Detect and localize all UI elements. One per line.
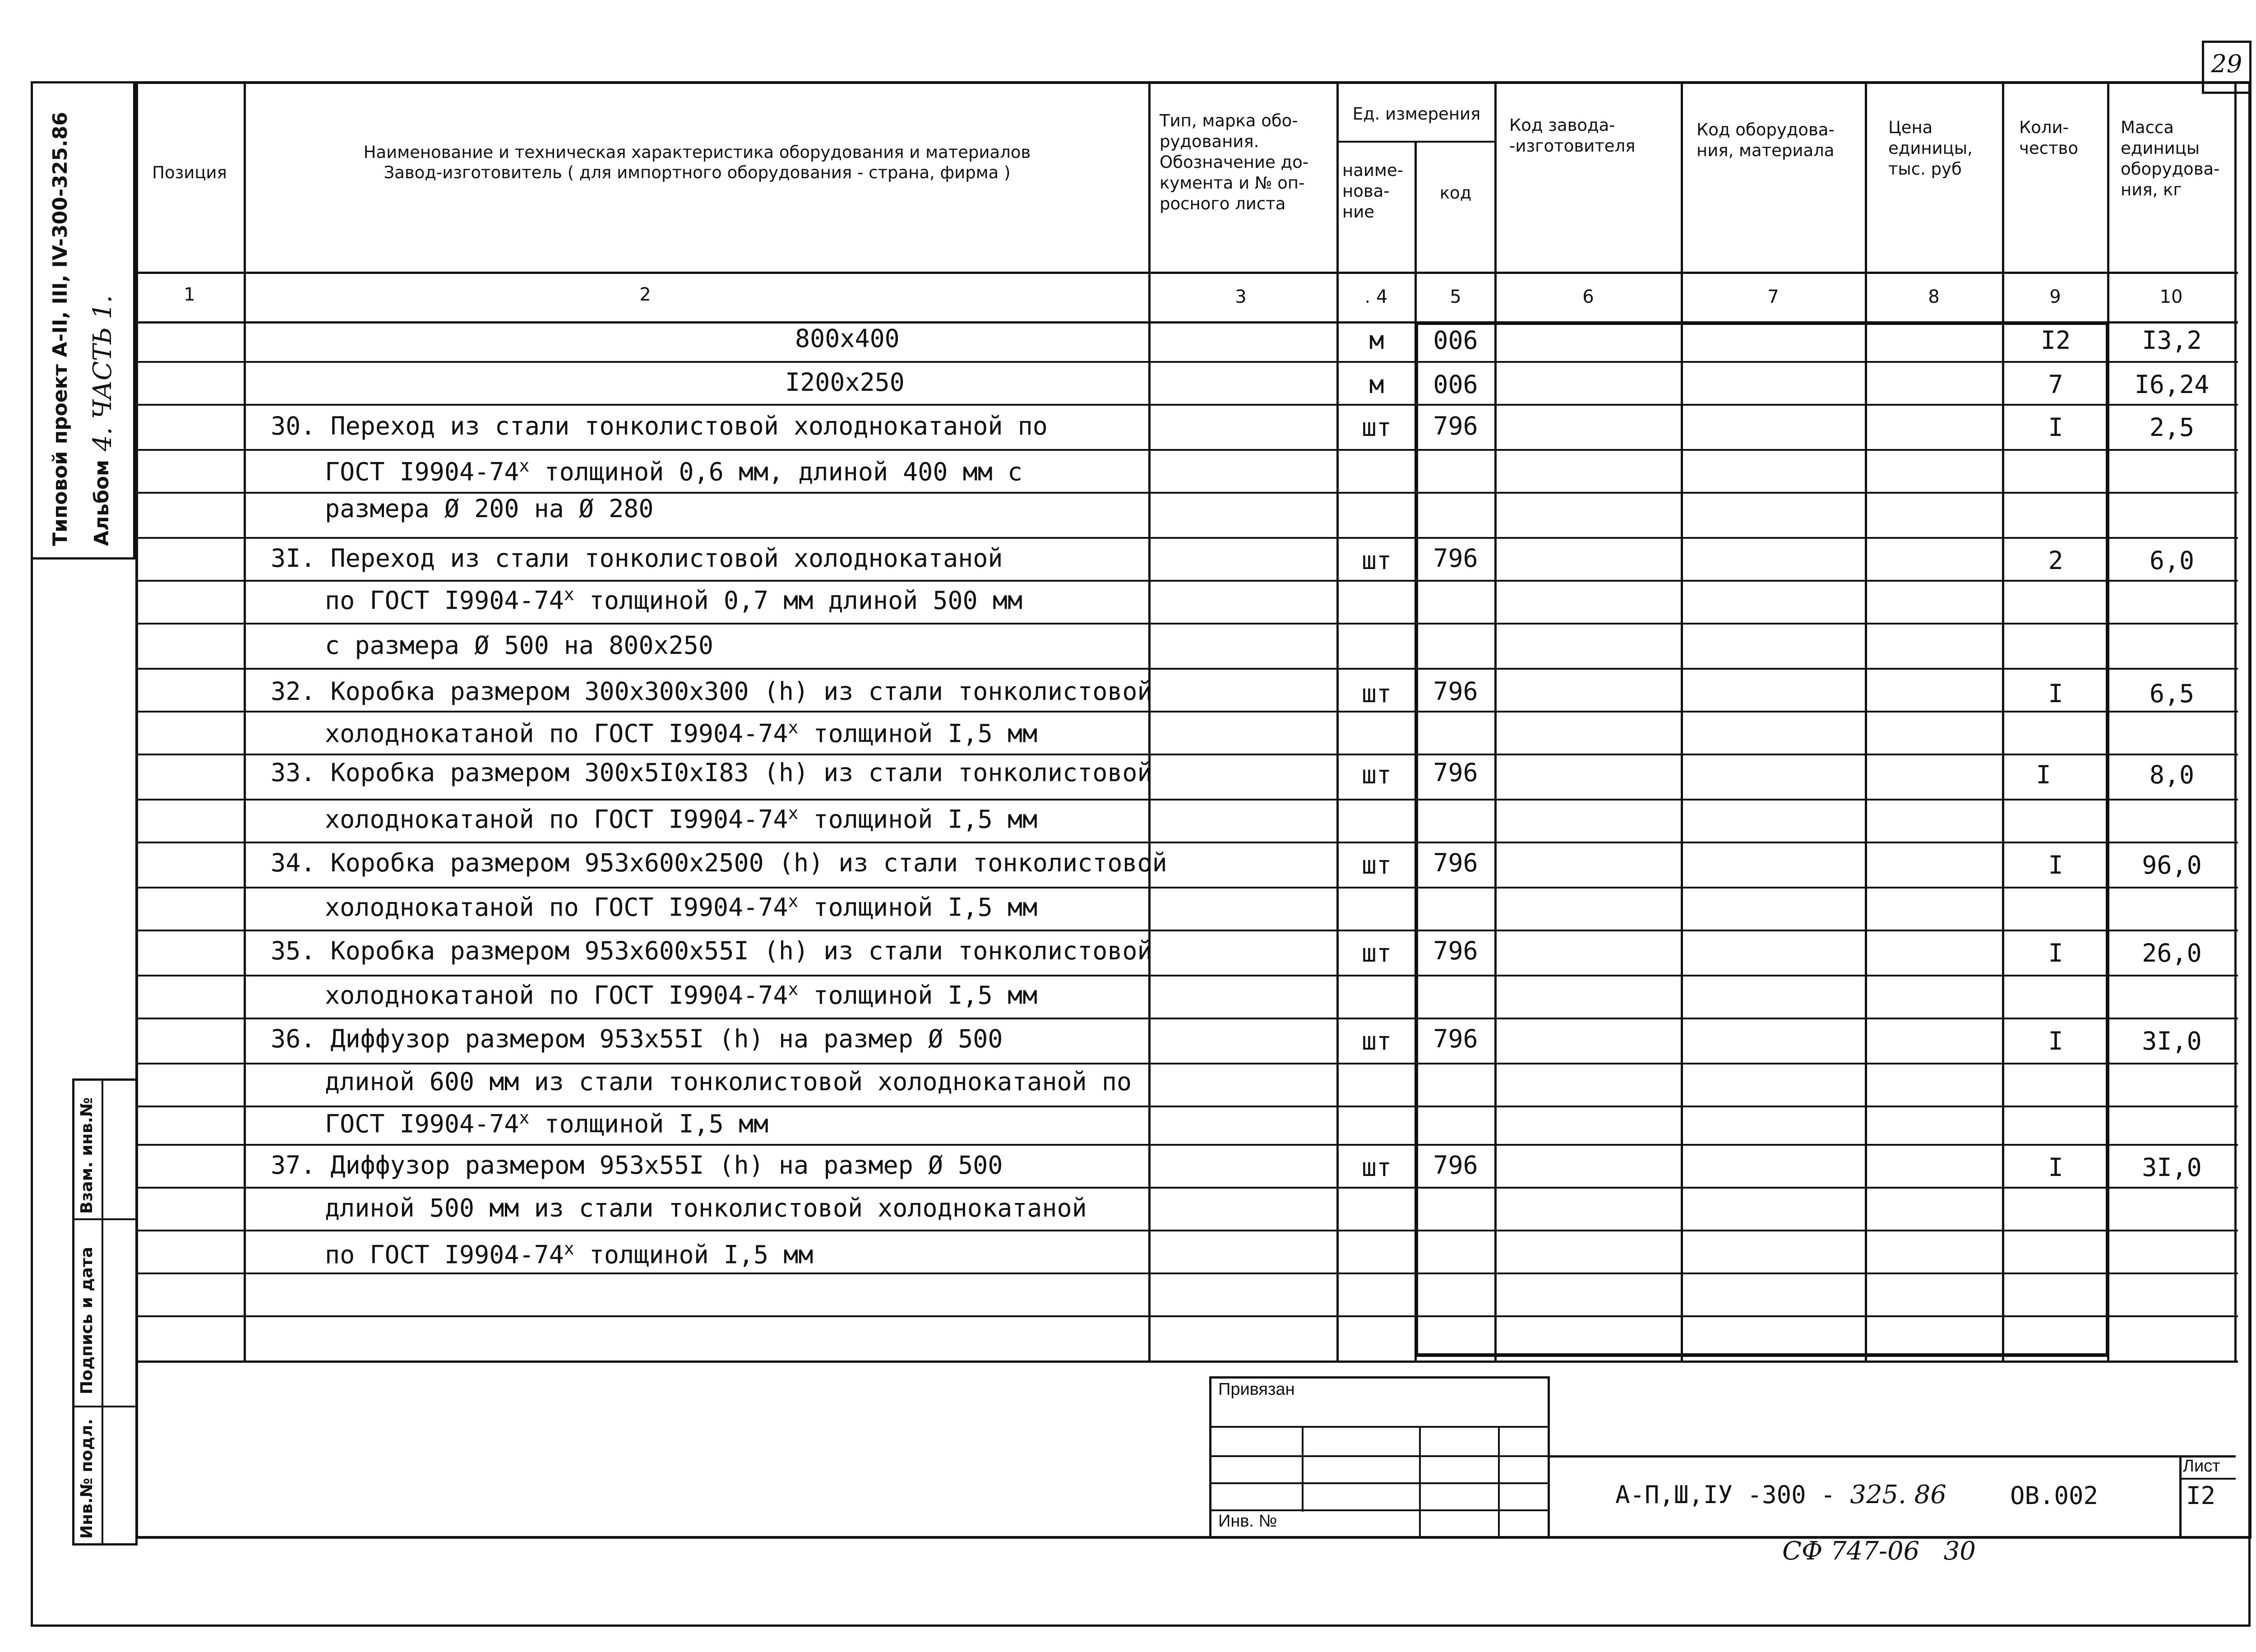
code-cell: 796 — [1433, 1151, 1478, 1180]
colnum-5: 5 — [1450, 287, 1461, 307]
row-text: размера Ø 200 на Ø 280 — [325, 494, 654, 523]
header-equip-code: Код оборудова- ния, материала — [1697, 120, 1835, 160]
header-maker-code: Код завода- -изготовителя — [1509, 116, 1636, 156]
colnum-8: 8 — [1928, 287, 1940, 307]
code-cell: 796 — [1433, 412, 1478, 440]
row-text: 30. Переход из стали тонколистовой холоднокатаной по — [271, 412, 1048, 440]
unit-cell: шт — [1361, 546, 1392, 575]
qty-cell: 7 — [2048, 370, 2063, 399]
row-text: с размера Ø 500 на 800x250 — [325, 631, 713, 660]
unit-cell: шт — [1361, 413, 1392, 442]
header-mass: Масса единицы оборудова- ния, кг — [2121, 118, 2220, 199]
mass-cell: 3I,0 — [2142, 1153, 2202, 1182]
header-position: Позиция — [152, 163, 227, 182]
colnum-9: 9 — [2049, 287, 2061, 307]
row-text: длиной 500 мм из стали тонколистовой холоднокатаной — [325, 1194, 1087, 1222]
qty-cell: I — [2036, 760, 2051, 789]
row-text: 3I. Переход из стали тонколистовой холоднокатаной — [271, 544, 1003, 573]
qty-cell: I — [2048, 413, 2063, 442]
code-cell: 796 — [1433, 1024, 1478, 1053]
mass-cell: 96,0 — [2142, 851, 2202, 879]
side-inv-podl: Инв.№ подл. — [78, 1418, 96, 1539]
row-text: ГОСТ I9904-74$^x$ толщиной I,5 мм — [325, 1108, 769, 1138]
row-text: 36. Диффузор размером 953x55I (h) на размер Ø 500 — [271, 1024, 1003, 1053]
inv-no-label: Инв. № — [1218, 1512, 1277, 1531]
side-project-title: Типовой проект А-II, III, IV-300-325.86 — [49, 112, 72, 546]
header-top-line — [135, 81, 2251, 84]
row-text: 32. Коробка размером 300x300x300 (h) из стали тонколистовой — [271, 677, 1152, 706]
qty-cell: I2 — [2040, 326, 2071, 355]
row-text: холоднокатаной по ГОСТ I9904-74$^x$ толщиной I,5 мм — [325, 979, 1038, 1010]
mass-cell: 6,5 — [2149, 679, 2195, 708]
list-label: Лист — [2183, 1457, 2220, 1476]
code-cell: 796 — [1433, 848, 1478, 877]
qty-cell: I — [2048, 1027, 2063, 1055]
unit-cell: шт — [1361, 679, 1392, 708]
row-text: 33. Коробка размером 300x5I0xI83 (h) из стали тонколистовой — [271, 758, 1152, 787]
row-text: холоднокатаной по ГОСТ I9904-74$^x$ толщиной I,5 мм — [325, 803, 1038, 834]
header-price: Цена единицы, тыс. руб — [1888, 118, 1973, 179]
side-stamp-top — [31, 81, 135, 560]
row-text: 35. Коробка размером 953x600x55I (h) из стали тонколистовой — [271, 936, 1152, 965]
row-text: 37. Диффузор размером 953x55I (h) на размер Ø 500 — [271, 1151, 1003, 1180]
header-name-line1: Наименование и техническая характеристика оборудования и материалов — [363, 143, 1031, 162]
footer-note: СФ 747-06 30 — [1782, 1536, 1976, 1566]
unit-cell: шт — [1361, 1153, 1392, 1182]
row-text: 800x400 — [795, 324, 900, 353]
colnum-3: 3 — [1235, 287, 1247, 307]
mass-cell: 8,0 — [2149, 760, 2195, 789]
header-name-line2: Завод-изготовитель ( для импортного оборудования - страна, фирма ) — [384, 163, 1011, 182]
colnum-1: 1 — [184, 284, 195, 305]
doc-code: А-П,Ш,IУ -300 - 325. 86 — [1615, 1480, 1946, 1509]
colnum-4: . 4 — [1364, 287, 1388, 307]
bold-frame-cols-5-9 — [1415, 321, 2109, 1357]
unit-cell: шт — [1361, 939, 1392, 967]
privyazan-label: Привязан — [1218, 1380, 1295, 1399]
header-type: Тип, марка обо- рудования. Обозначение до- кумента и № оп- росного листа — [1160, 111, 1309, 213]
code-cell: 796 — [1433, 677, 1478, 706]
unit-cell: м — [1369, 326, 1384, 355]
code-cell: 006 — [1433, 326, 1478, 355]
colnum-6: 6 — [1582, 287, 1594, 307]
code-cell: 796 — [1433, 758, 1478, 787]
header-unit: Ед. измерения — [1352, 104, 1481, 124]
row-text: холоднокатаной по ГОСТ I9904-74$^x$ толщиной I,5 мм — [325, 717, 1038, 748]
row-text: по ГОСТ I9904-74$^x$ толщиной 0,7 мм длиной 500 мм — [325, 584, 1023, 615]
side-album-label: Альбом — [90, 459, 113, 546]
mass-cell: 26,0 — [2142, 939, 2202, 967]
mass-cell: 2,5 — [2149, 413, 2195, 442]
row-text: длиной 600 мм из стали тонколистовой холоднокатаной по — [325, 1067, 1132, 1096]
code-cell: 796 — [1433, 936, 1478, 965]
unit-cell: шт — [1361, 1027, 1392, 1055]
doc-suffix: ОВ.002 — [2010, 1481, 2099, 1510]
colnum-10: 10 — [2159, 287, 2183, 307]
mass-cell: 6,0 — [2149, 546, 2195, 575]
qty-cell: I — [2048, 679, 2063, 708]
unit-cell: шт — [1361, 760, 1392, 789]
code-cell: 796 — [1433, 544, 1478, 573]
colnum-7: 7 — [1767, 287, 1779, 307]
colnum-2: 2 — [639, 284, 651, 305]
row-text: I200x250 — [785, 368, 905, 397]
row-text: 34. Коробка размером 953x600x2500 (h) из стали тонколистовой — [271, 848, 1167, 877]
row-text: ГОСТ I9904-74$^x$ толщиной 0,6 мм, длиной 400 мм с — [325, 456, 1023, 486]
qty-cell: I — [2048, 1153, 2063, 1182]
mass-cell: I3,2 — [2142, 326, 2202, 355]
unit-cell: м — [1369, 370, 1384, 399]
row-text: холоднокатаной по ГОСТ I9904-74$^x$ толщиной I,5 мм — [325, 891, 1038, 922]
qty-cell: I — [2048, 939, 2063, 967]
qty-cell: 2 — [2048, 546, 2063, 575]
code-cell: 006 — [1433, 370, 1478, 399]
side-vzam-inv: Взам. инв.№ — [78, 1097, 96, 1214]
mass-cell: 3I,0 — [2142, 1027, 2202, 1055]
side-podpis-data: Подпись и дата — [78, 1247, 96, 1394]
mass-cell: I6,24 — [2134, 370, 2210, 399]
list-number: I2 — [2186, 1481, 2216, 1510]
sheet-corner-number: 29 — [2211, 50, 2242, 78]
header-qty: Коли- чество — [2019, 118, 2078, 158]
side-album-hand: 4. ЧАСТЬ 1. — [88, 295, 117, 451]
unit-cell: шт — [1361, 851, 1392, 879]
row-text: по ГОСТ I9904-74$^x$ толщиной I,5 мм — [325, 1239, 814, 1269]
header-unit-code: код — [1439, 183, 1472, 203]
qty-cell: I — [2048, 851, 2063, 879]
header-unit-name: наиме- нова- ние — [1342, 161, 1403, 222]
